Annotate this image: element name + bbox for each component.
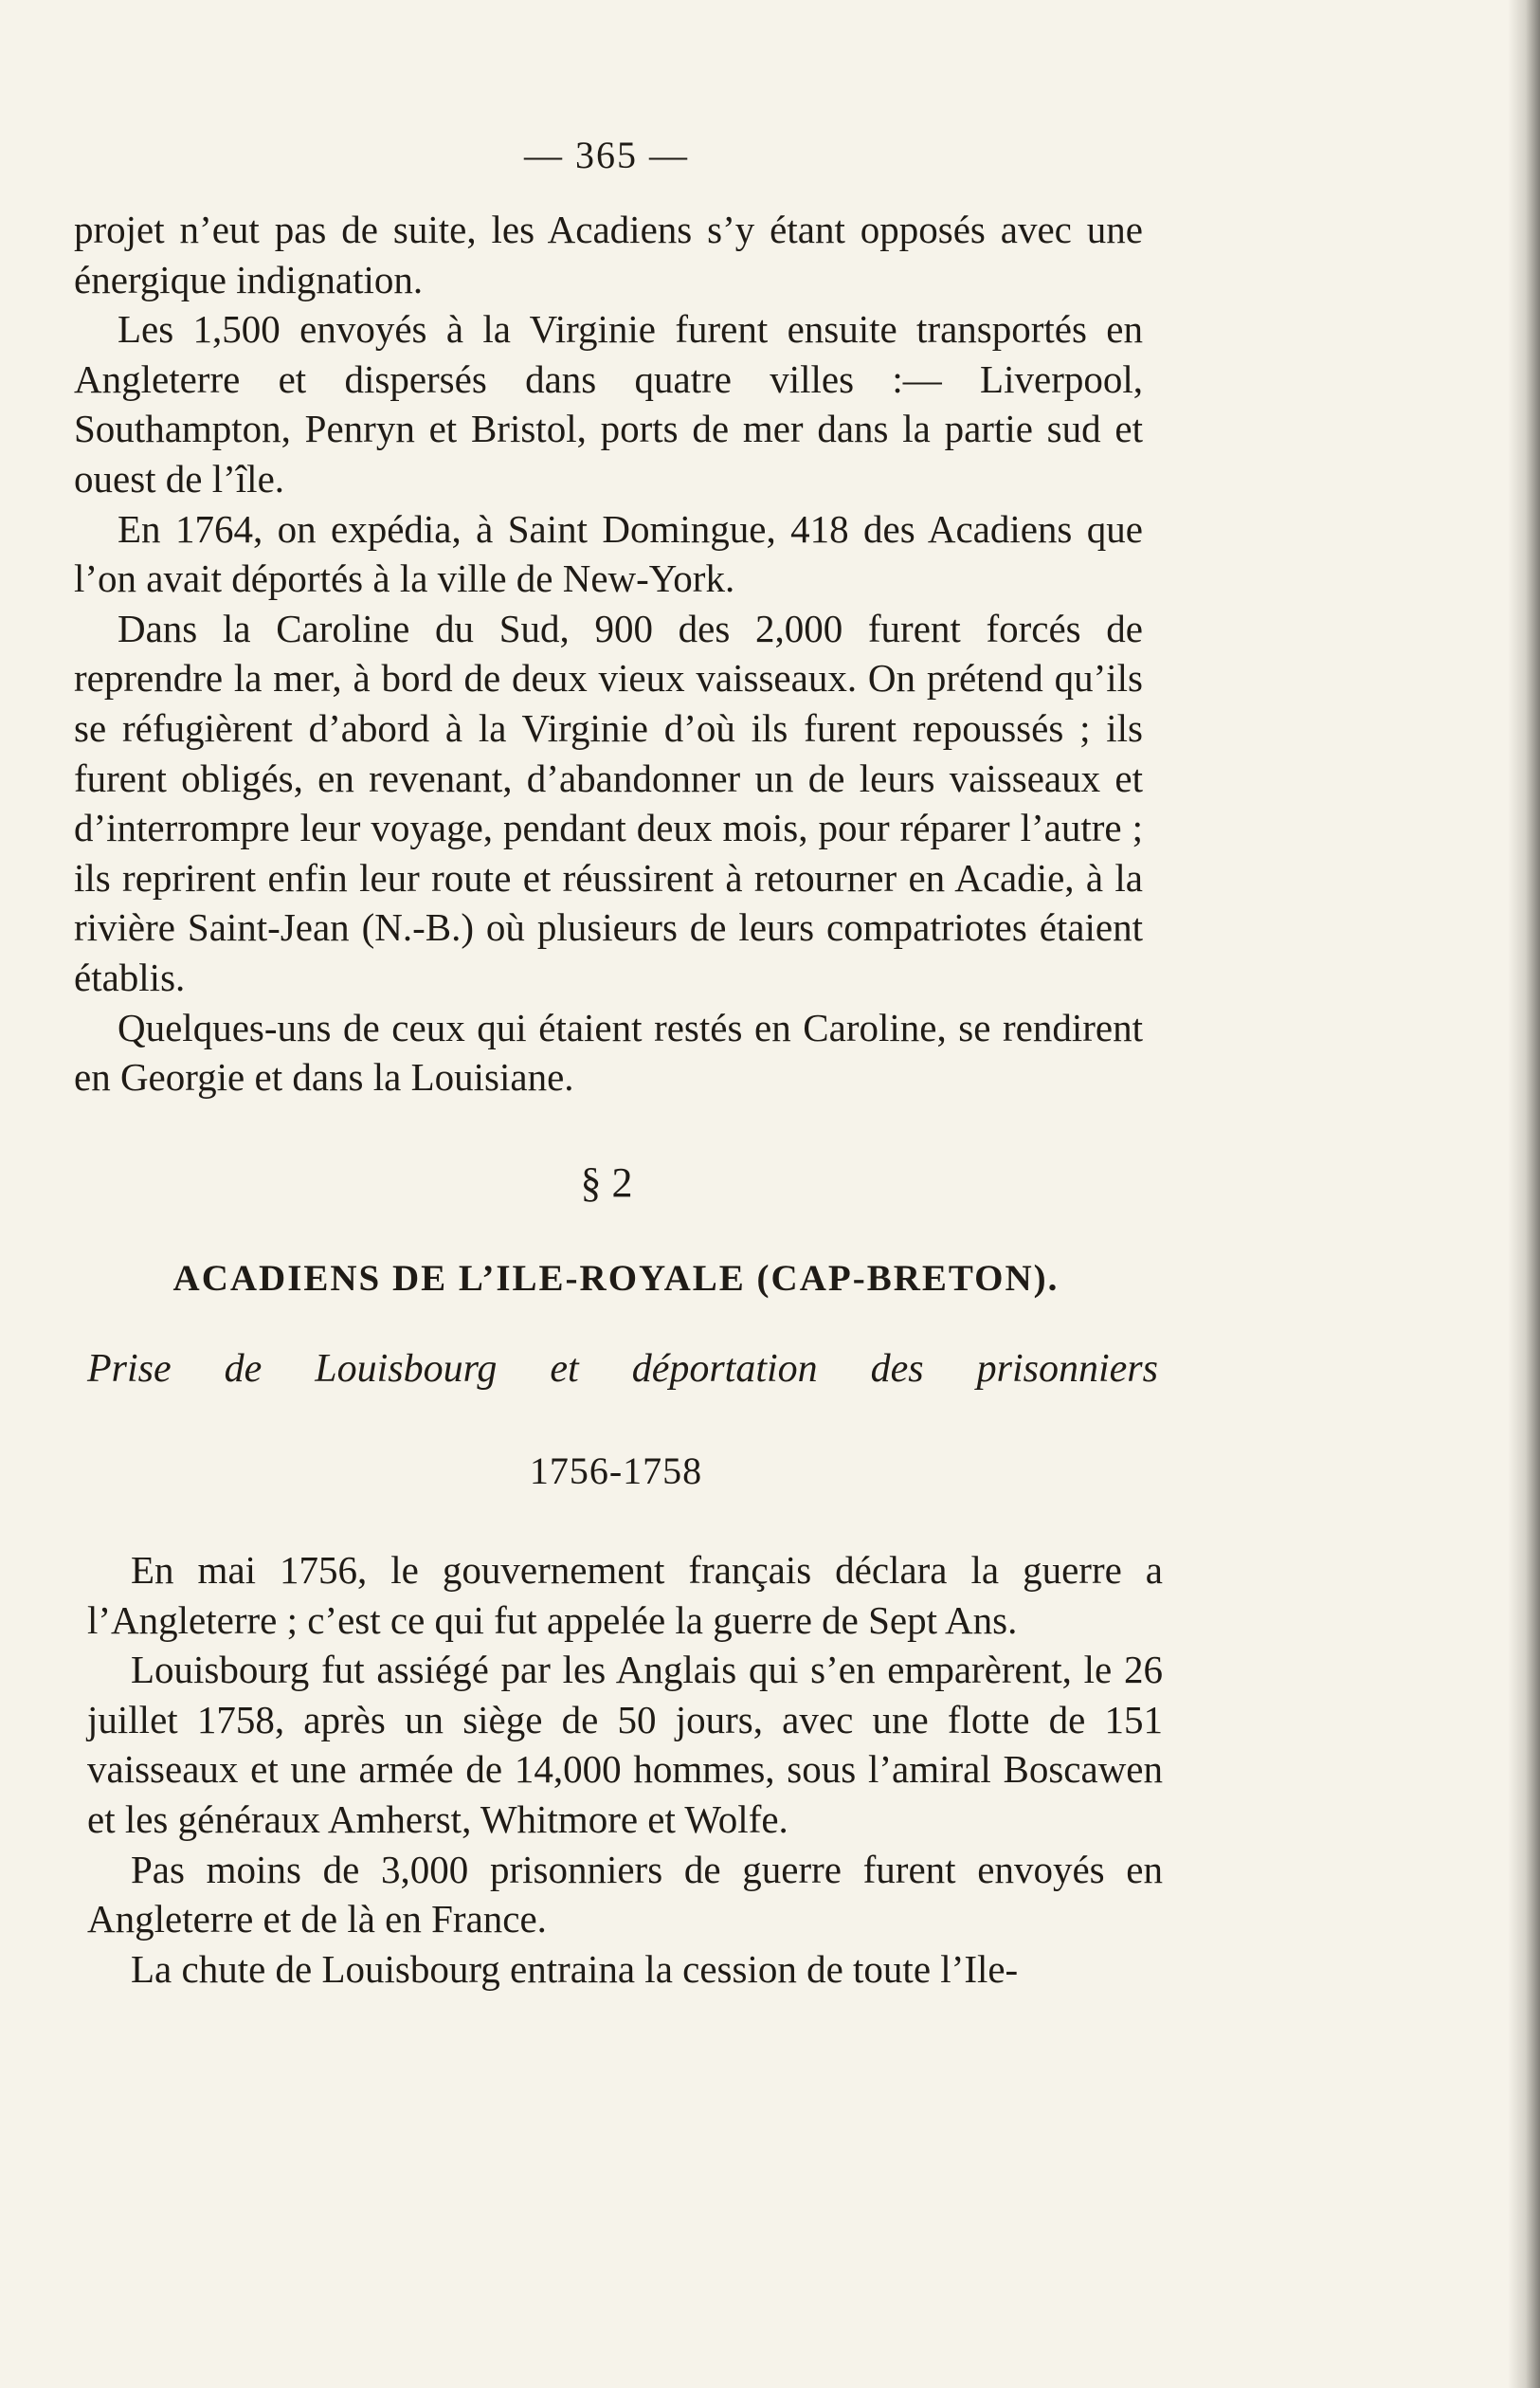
paragraph-caroline-du-sud: Dans la Caroline du Sud, 900 des 2,000 furent forcés de reprendre la mer, à bord de deux vieux vaisseaux. On prétend qu’ils se réfugièrent d’abord à la Virginie d’où ils furent repoussés ; ils furent obligés, en revenant, d’abandonner un de leurs vaisseaux et d’interrompre leur voyage, pendant deux mois, pour réparer l’autre ; ils reprirent enfin leur route et réussirent à retourner en Acadie, à la rivière Saint-Jean (N.-B.) où plusieurs de leurs compatriotes étaient établis. xyxy=(74,606,1143,999)
paragraph-chute-louisbourg: La chute de Louisbourg entraina la cession de toute l’Ile- xyxy=(131,1946,1019,1991)
section-title: ACADIENS DE L’ILE-ROYALE (CAP-BRETON). xyxy=(172,1258,1060,1299)
page-edge-shadow xyxy=(1508,0,1540,2388)
paragraph-continuation: projet n’eut pas de suite, les Acadiens s’y étant opposés avec une énergique indignation. xyxy=(74,208,1143,301)
section-dates: 1756-1758 xyxy=(529,1449,703,1492)
bottom-text-block xyxy=(87,1545,1163,1994)
page-number: — 365 — xyxy=(524,134,689,176)
paragraph-louisbourg-siege: Louisbourg fut assiégé par les Anglais qui s’en emparèrent, le 26 juillet 1758, après un siège de 50 jours, avec une flotte de 151 vaisseaux et une armée de 14,000 hommes, sous l’amiral Boscawen et les généraux Amherst, Whitmore et Wolfe. xyxy=(87,1648,1163,1841)
paragraph-georgie-louisiane: Quelques-uns de ceux qui étaient restés en Caroline, se rendirent en Georgie et dans la Louisiane. xyxy=(74,1005,1143,1100)
top-text-block xyxy=(74,205,1143,1103)
section-mark: § 2 xyxy=(580,1159,633,1206)
section-subtitle: Prise de Louisbourg et déportation des prisonniers xyxy=(87,1347,1158,1391)
paragraph-saint-domingue: En 1764, on expédia, à Saint Domingue, 418 des Acadiens que l’on avait déportés à la ville de New-York. xyxy=(74,506,1143,601)
paragraph-guerre-sept-ans: En mai 1756, le gouvernement français déclara la guerre a l’Angleterre ; c’est ce qui fut appelée la guerre de Sept Ans. xyxy=(87,1548,1163,1642)
paragraph-virginie: Les 1,500 envoyés à la Virginie furent ensuite transportés en Angleterre et dispersés dans quatre villes :— Liverpool, Southampton, Penryn et Bristol, ports de mer dans la partie sud et ouest de l’île. xyxy=(74,307,1143,501)
paragraph-prisonniers: Pas moins de 3,000 prisonniers de guerre furent envoyés en Angleterre et de là en France. xyxy=(87,1847,1163,1941)
